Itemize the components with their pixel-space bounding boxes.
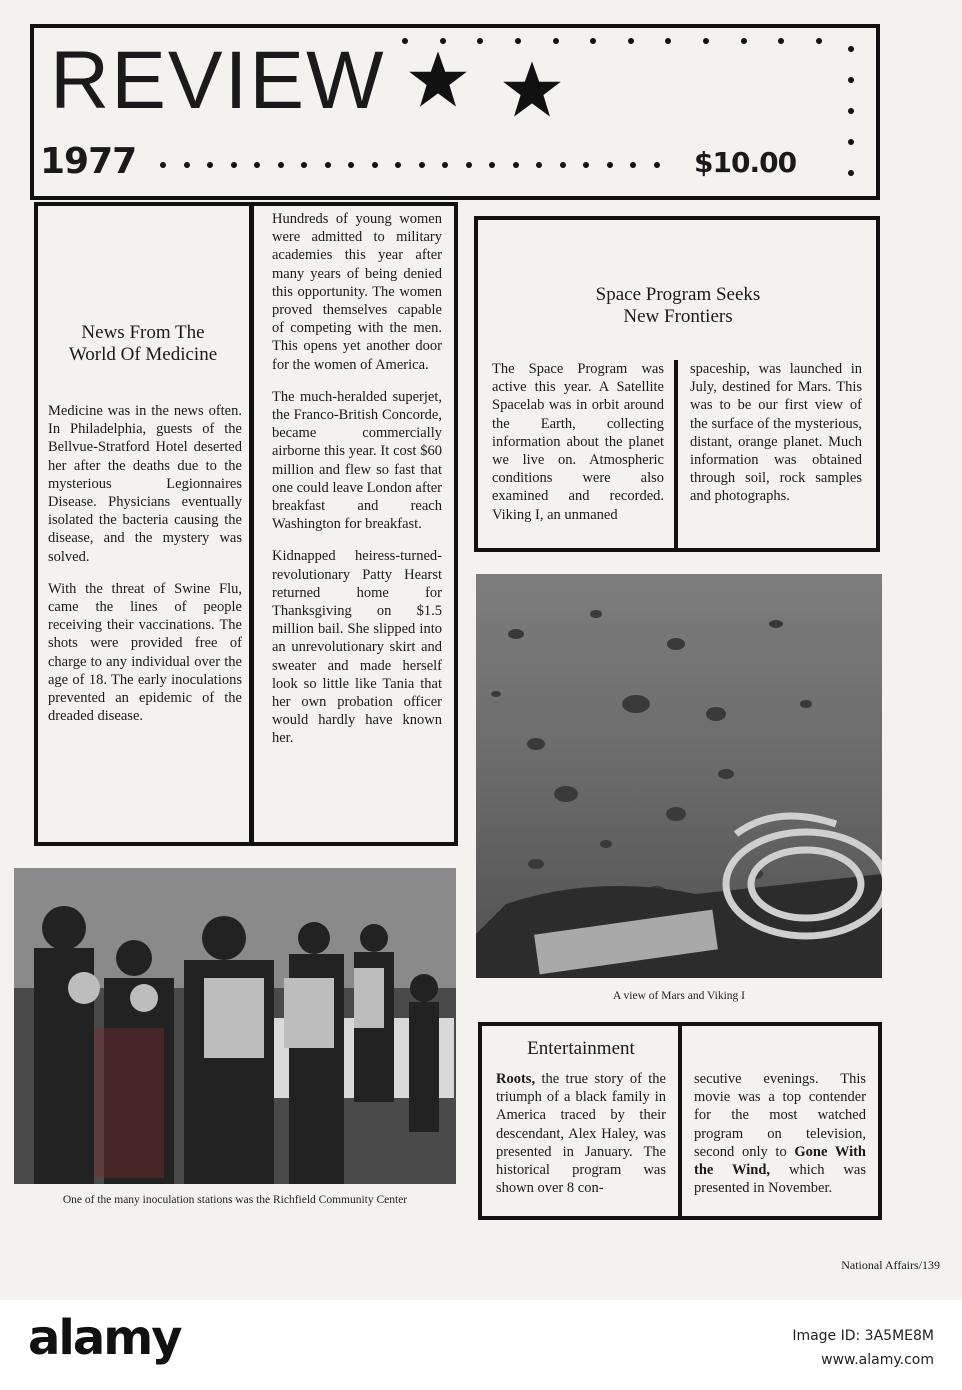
medicine-body [48, 402, 242, 739]
space-article-box [474, 216, 880, 552]
medicine-paragraph: Medicine was in the news often. In Philadelphia, guests of the Bellvue-Stratford Hotel deserted her after the deaths due to the mysterious Legionnaires Disease. Physicians eventually isolated the bacteria causing the disease, and the mystery was solved. [48, 403, 242, 565]
entertainment-column-divider [678, 1026, 682, 1216]
gone-with-the-wind-title: Gone With the Wind, [694, 1143, 866, 1179]
review-title: REVIEW [50, 35, 386, 126]
inoculation-station-image [14, 868, 456, 1184]
year-label: 1977 [40, 141, 137, 182]
space-column-divider [674, 360, 678, 552]
star-icon [408, 50, 468, 108]
news-paragraph: Hundreds of young women were admitted to military academies this year after many years of being denied this opportunity. The women proved themselves capable of competing with the men. This opens yet another door for the women of America. [272, 211, 442, 373]
entertainment-column-1 [496, 1070, 666, 1197]
mars-photo-caption: A view of Mars and Viking I [613, 990, 745, 1002]
mars-viking-photo [476, 574, 882, 978]
roots-title: Roots, [496, 1071, 536, 1087]
star-icon [502, 60, 562, 118]
dotted-rule-right [848, 46, 854, 176]
alamy-logo: alamy [28, 1310, 181, 1366]
space-heading: Space Program Seeks New Frontiers [595, 284, 761, 327]
entertainment-text: secutive evenings. This movie was a top contender for the most watched program on television, second only to [694, 1071, 866, 1160]
space-column-2: spaceship, was launched in July, destined for Mars. This was to be our first view of the surface of the mysterious, distant, orange planet. Much information was obtained through soil, rock samples and photographs. [690, 361, 862, 505]
inoculation-photo [14, 868, 456, 1184]
dotted-rule-top [402, 38, 822, 44]
inoculation-photo-caption: One of the many inoculation stations was the Richfield Community Center [62, 1194, 408, 1206]
price-label: $10.00 [694, 146, 797, 179]
image-id-label: Image ID: 3A5ME8M [792, 1328, 934, 1344]
dotted-rule-bottom [160, 162, 660, 168]
entertainment-heading: Entertainment [527, 1038, 635, 1059]
medicine-paragraph: With the threat of Swine Flu, came the lines of people receiving their vaccinations. The shots were provided free of charge to any individual over the age of 18. The early inoculations prevented an epidemic of the dreaded disease. [48, 580, 242, 725]
stock-footer [0, 1300, 962, 1390]
entertainment-text: the true story of the triumph of a black family in America traced by their descendant, Alex Haley, was presented in January. The historical program was shown over 8 con- [496, 1071, 666, 1197]
news-column-box [250, 202, 458, 846]
news-paragraph: The much-heralded superjet, the Franco-British Concorde, became commercially airborne this year. It cost $60 million and flew so fast that one could leave London after breakfast and reach Washington for breakfast. [272, 388, 442, 533]
medicine-article-box [34, 202, 252, 846]
page-number-label: National Affairs/139 [841, 1258, 940, 1272]
mars-surface-image [476, 574, 882, 978]
news-column-body [272, 210, 442, 762]
header-box [30, 24, 880, 200]
entertainment-article-box [478, 1022, 882, 1220]
entertainment-column-2 [694, 1070, 866, 1197]
news-paragraph: Kidnapped heiress-turned- revolutionary Patty Hearst returned home for Thanksgiving on $1.5 million bail. She slipped into an unrevolutionary skirt and sweater and made herself look so little like Tania that her own probation officer would hardly have known her. [272, 548, 442, 747]
medicine-heading: News From The World Of Medicine [68, 322, 218, 365]
site-url-label: www.alamy.com [821, 1352, 934, 1368]
entertainment-text: which was presented in November. [694, 1162, 866, 1197]
space-column-1: The Space Program was active this year. A Satellite Spacelab was in orbit around the Earth, collecting information about the planet we live on. Atmospheric conditions were also examined and recorded. Viking I, an unmaned [492, 361, 664, 523]
